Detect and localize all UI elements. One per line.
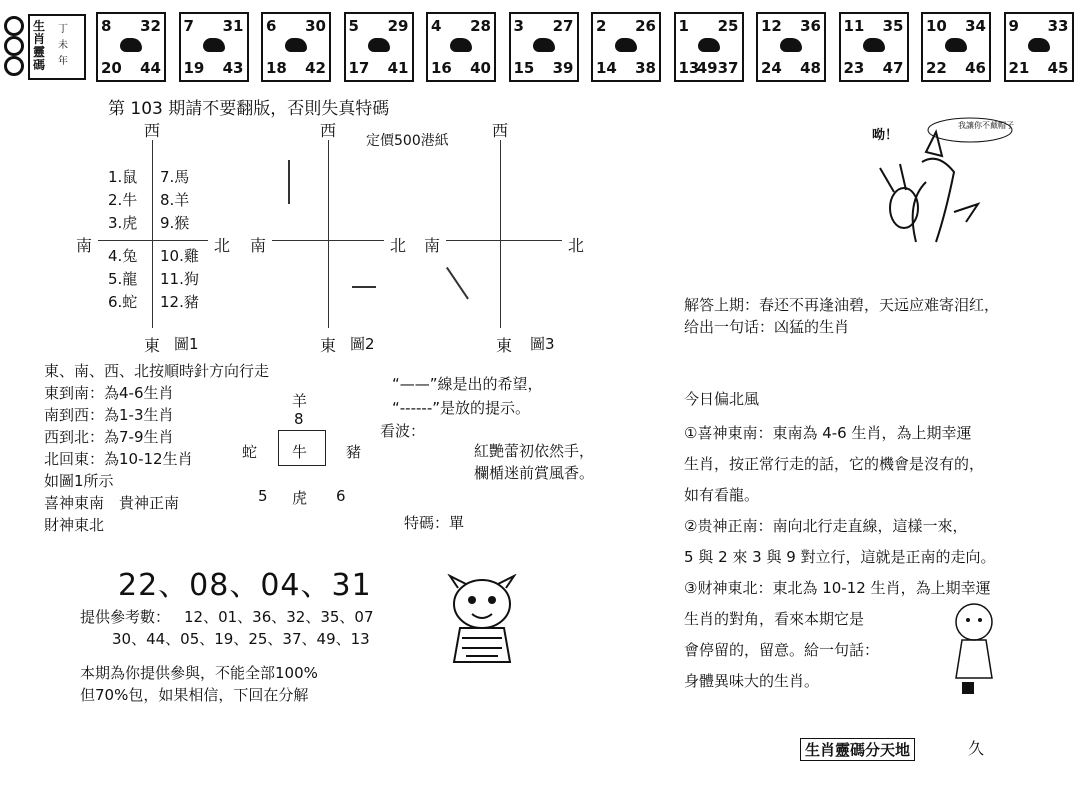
list-item: 8.羊 [160, 191, 190, 209]
list-item: 5.龍 [108, 270, 138, 288]
number-br: 4937 [696, 59, 739, 77]
number-box [756, 12, 826, 82]
number-tl: 11 [843, 17, 865, 35]
number-bl: 19 [183, 59, 205, 77]
zodiac-animal-icon [450, 38, 472, 52]
number-bl: 16 [431, 59, 452, 77]
number-tr: 33 [1047, 17, 1069, 35]
zodiac-animal-icon [698, 38, 720, 52]
rule-line: 南到西：為1-3生肖 [44, 406, 174, 424]
number-box [1004, 12, 1074, 82]
list-item: 10.雞 [160, 247, 199, 265]
number-br: 41 [387, 59, 409, 77]
list-item: 9.猴 [160, 214, 190, 232]
number-box [96, 12, 166, 82]
number-bl: 18 [266, 59, 287, 77]
number-tl: 9 [1008, 17, 1019, 35]
direction-north: 北 [214, 236, 231, 255]
today-title: 今日偏北風 [684, 390, 760, 408]
today-line: 生肖，按正常行走的話，它的機會是沒有的， [684, 455, 985, 473]
mini-center: 牛 [292, 443, 308, 461]
number-bl: 14 [596, 59, 617, 77]
number-br: 46 [965, 59, 986, 77]
mini-top-num: 8 [294, 410, 304, 428]
zodiac-animal-icon [780, 38, 802, 52]
number-box [426, 12, 496, 82]
direction-south: 南 [250, 236, 267, 255]
ring-icon [4, 36, 24, 56]
direction-south: 南 [424, 236, 441, 255]
zodiac-animal-icon [945, 38, 967, 52]
number-tr: 26 [635, 17, 656, 35]
number-tr: 27 [552, 17, 574, 35]
ring-icon [4, 56, 24, 76]
list-item: 3.虎 [108, 214, 138, 232]
number-tl: 8 [101, 17, 112, 35]
number-br: 48 [800, 59, 821, 77]
today-line: 身體異味大的生肖。 [684, 672, 820, 690]
number-tr: 36 [800, 17, 821, 35]
mini-bottom-right: 6 [336, 487, 346, 505]
mini-bottom-left: 5 [258, 487, 268, 505]
ring-icon [4, 16, 24, 36]
legend-line: “——”線是出的希望， [392, 375, 543, 393]
zodiac-animal-icon [1028, 38, 1050, 52]
exclaim-text: 呦！ [872, 128, 899, 143]
direction-west: 西 [492, 121, 509, 140]
number-box [674, 12, 744, 82]
header-subtitle: 丁未年 [58, 24, 68, 67]
number-tr: 31 [222, 17, 244, 35]
direction-west: 西 [144, 121, 161, 140]
mini-right: 豬 [346, 443, 362, 461]
number-tl: 12 [761, 17, 782, 35]
list-item: 1.鼠 [108, 168, 138, 186]
today-line: ①喜神東南：東南為 4-6 生肖，為上期幸運 [684, 424, 972, 442]
rule-line: 財神東北 [44, 516, 105, 534]
today-line: ②贵神正南：南向北行走直線，這樣一來， [684, 517, 968, 535]
today-line: 會停留的，留意。給一句話： [684, 641, 880, 659]
number-tr: 29 [387, 17, 409, 35]
ref-numbers-label: 提供參考數： [80, 608, 171, 626]
zodiac-list-left [108, 166, 152, 314]
today-line: 生肖的對角，看來本期它是 [684, 610, 865, 628]
copy-notice: 第 103 期請不要翻版，否則失真特碼 [108, 99, 390, 119]
today-line: 如有看龍。 [684, 486, 760, 504]
rule-line: 東到南：為4-6生肖 [44, 384, 174, 402]
zodiac-animal-icon [368, 38, 390, 52]
number-br: 44 [140, 59, 161, 77]
list-item: 12.豬 [160, 293, 199, 311]
rule-line: 西到北：為7-9生肖 [44, 428, 174, 446]
mini-left: 蛇 [242, 443, 258, 461]
tiger-cartoon-icon [432, 574, 532, 666]
number-bl: 21 [1008, 59, 1030, 77]
number-bl: 24 [761, 59, 782, 77]
girl-cartoon-icon [938, 598, 1018, 700]
main-numbers: 22、08、04、31 [118, 568, 372, 603]
list-item: 4.兔 [108, 247, 138, 265]
zodiac-list-right [160, 166, 220, 314]
direction-east: 東 [320, 336, 337, 355]
number-tl: 3 [513, 17, 524, 35]
header-title-box [28, 14, 86, 80]
number-br: 45 [1047, 59, 1069, 77]
note-line: 本期為你提供參與，不能全部100% [80, 664, 318, 682]
number-box [591, 12, 661, 82]
zodiac-animal-icon [533, 38, 555, 52]
number-br: 38 [635, 59, 656, 77]
number-bl: 23 [843, 59, 865, 77]
ref-numbers-line2: 30、44、05、19、25、37、49、13 [112, 630, 370, 648]
mini-bottom-mid: 虎 [292, 489, 308, 507]
poem-line: 紅艷蕾初依然手， [474, 442, 595, 460]
number-bl: 13 [678, 59, 700, 77]
answer-last [684, 294, 999, 338]
number-tl: 1 [678, 17, 689, 35]
number-br: 43 [222, 59, 244, 77]
direction-north: 北 [568, 236, 585, 255]
rule-line: 喜神東南 貴神正南 [44, 494, 180, 512]
number-tr: 28 [470, 17, 491, 35]
header-strip [0, 0, 1080, 86]
number-bl: 20 [101, 59, 122, 77]
number-box [839, 12, 909, 82]
number-bl: 15 [513, 59, 535, 77]
zodiac-animal-icon [120, 38, 142, 52]
number-tr: 30 [305, 17, 326, 35]
footer-mark: 久 [968, 739, 985, 758]
number-box [509, 12, 579, 82]
number-tl: 6 [266, 17, 277, 35]
ref-numbers-line1: 12、01、36、32、35、07 [184, 608, 374, 626]
rule-line: 東、南、西、北按順時針方向行走 [44, 362, 270, 380]
rule-line: 北回東：為10-12生肖 [44, 450, 193, 468]
watch-label: 看波： [380, 422, 426, 440]
speech-bubble: 我讓你不戴帽子 [958, 121, 1014, 130]
number-box [261, 12, 331, 82]
zodiac-animal-icon [615, 38, 637, 52]
number-box [344, 12, 414, 82]
zodiac-animal-icon [203, 38, 225, 52]
list-item: 2.牛 [108, 191, 138, 209]
list-item: 11.狗 [160, 270, 199, 288]
mini-top-label: 羊 [292, 392, 308, 410]
number-br: 42 [305, 59, 326, 77]
number-br: 39 [552, 59, 574, 77]
note-line: 但70%包，如果相信，下回在分解 [80, 686, 309, 704]
figure-label: 圖2 [350, 335, 375, 353]
number-br: 47 [882, 59, 904, 77]
number-tl: 4 [431, 17, 442, 35]
number-tl: 7 [183, 17, 194, 35]
today-line: ③财神東北：東北為 10-12 生肖，為上期幸運 [684, 579, 991, 597]
footer-brand: 生肖靈碼分天地 [800, 738, 915, 761]
figure-label: 圖1 [174, 335, 199, 353]
price-label: 定價500港紙 [366, 133, 449, 149]
number-bl: 22 [926, 59, 947, 77]
list-item: 7.馬 [160, 168, 190, 186]
number-br: 40 [470, 59, 491, 77]
zodiac-animal-icon [285, 38, 307, 52]
number-tl: 5 [348, 17, 359, 35]
poem-line: 欄楯迷前賞風香。 [474, 464, 595, 482]
today-line: 5 與 2 來 3 與 9 對立行，這就是正南的走向。 [684, 548, 996, 566]
number-tl: 2 [596, 17, 607, 35]
direction-west: 西 [320, 121, 337, 140]
poem [474, 440, 594, 484]
figure-label: 圖3 [530, 335, 555, 353]
answer-line: 给出一句话：凶猛的生肖 [684, 318, 850, 336]
number-tr: 32 [140, 17, 161, 35]
rule-line: 如圖1所示 [44, 472, 114, 490]
zodiac-animal-icon [863, 38, 885, 52]
number-tr: 35 [882, 17, 904, 35]
direction-south: 南 [76, 236, 93, 255]
number-box [179, 12, 249, 82]
direction-east: 東 [144, 336, 161, 355]
number-tr: 34 [965, 17, 986, 35]
direction-east: 東 [496, 336, 513, 355]
list-item: 6.蛇 [108, 293, 138, 311]
number-box [921, 12, 991, 82]
legend-line: “------”是放的提示。 [392, 399, 531, 417]
number-bl: 17 [348, 59, 370, 77]
number-tl: 10 [926, 17, 947, 35]
special-code: 特碼：單 [404, 514, 465, 532]
number-tr: 25 [717, 17, 739, 35]
line-legend [392, 372, 543, 420]
answer-line: 解答上期：春还不再逢油碧，天远应难寄泪红， [684, 296, 1000, 314]
header-title: 生肖靈碼 [33, 19, 46, 72]
footer-note [80, 662, 318, 706]
direction-north: 北 [390, 236, 407, 255]
